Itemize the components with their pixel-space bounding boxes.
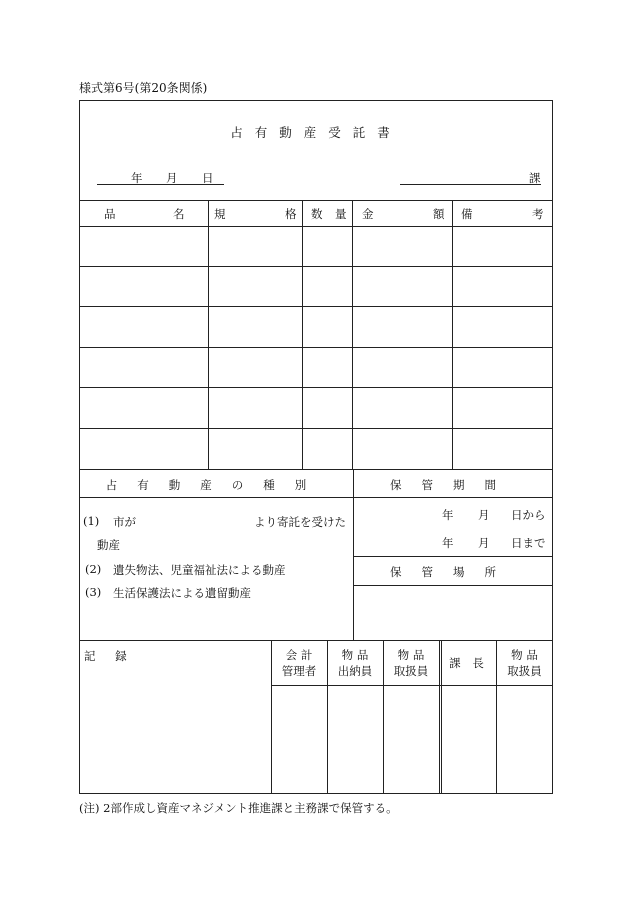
approver-handler-line2: 取扱員 xyxy=(393,664,429,678)
record-label: 記 録 xyxy=(84,649,135,663)
table-col-line xyxy=(352,200,353,469)
table-row-line xyxy=(79,266,553,267)
date-year: 年 xyxy=(131,171,143,185)
header-item-name-1: 品 xyxy=(104,207,116,221)
period-header: 保管期間 xyxy=(390,478,516,492)
form-frame xyxy=(79,100,553,794)
section-underline xyxy=(400,184,541,185)
table-col-line xyxy=(208,200,209,469)
table-row-line xyxy=(79,387,553,388)
category-item3-text: 生活保護法による遺留動産 xyxy=(113,586,251,600)
table-col-line xyxy=(452,200,453,469)
header-qty-1: 数 xyxy=(311,207,323,221)
table-header-line xyxy=(79,226,553,227)
approver-accounting-line1: 会 計 xyxy=(285,648,313,662)
place-header-line xyxy=(353,585,553,586)
category-item1-text-a: 市が xyxy=(113,515,136,529)
category-item2-text: 遺失物法、児童福祉法による動産 xyxy=(113,563,286,577)
approver-cashier-line1: 物 品 xyxy=(341,648,369,662)
period-bottom-line xyxy=(353,556,553,557)
table-col-line xyxy=(302,200,303,469)
category-item1-text-b: より寄託を受けた xyxy=(254,515,346,529)
category-item2-number: (2) xyxy=(85,562,102,576)
approver-handler2-line2: 取扱員 xyxy=(507,664,542,678)
middle-divider xyxy=(353,469,354,640)
storage-place-header: 保管場所 xyxy=(390,565,516,579)
category-header-line xyxy=(79,497,553,498)
middle-bottom-line xyxy=(79,640,553,641)
table-row-line xyxy=(79,306,553,307)
date-day: 日 xyxy=(202,171,214,185)
approver-section-chief: 課 長 xyxy=(449,656,488,670)
approver-accounting-line2: 管理者 xyxy=(281,664,317,678)
approver-handler2-line1: 物 品 xyxy=(511,648,538,662)
period-to-year: 年 xyxy=(442,536,454,550)
period-from-year: 年 xyxy=(442,508,454,522)
header-spec-2: 格 xyxy=(285,207,297,221)
category-item3-number: (3) xyxy=(85,585,102,599)
header-remarks-2: 考 xyxy=(532,207,544,221)
header-item-name-2: 名 xyxy=(173,207,185,221)
category-item1-number: (1) xyxy=(83,514,100,528)
header-spec-1: 規 xyxy=(214,207,226,221)
header-amount-2: 額 xyxy=(433,207,445,221)
approver-col-line xyxy=(439,640,440,794)
table-bottom-line xyxy=(79,469,553,470)
header-remarks-1: 備 xyxy=(461,207,473,221)
table-row-line xyxy=(79,428,553,429)
form-number: 様式第6号(第20条関係) xyxy=(79,81,208,95)
period-from-month: 月 xyxy=(478,508,490,522)
table-row-line xyxy=(79,347,553,348)
approver-handler-line1: 物 品 xyxy=(397,648,425,662)
category-item1-text-c: 動産 xyxy=(97,538,120,552)
footnote: (注) 2部作成し資産マネジメント推進課と主務課で保管する。 xyxy=(79,801,398,815)
period-to-day: 日まで xyxy=(511,536,546,550)
approver-cashier-line2: 出納員 xyxy=(337,664,373,678)
table-top-line xyxy=(79,200,553,201)
period-to-month: 月 xyxy=(478,536,490,550)
date-month: 月 xyxy=(166,171,178,185)
approver-header-line xyxy=(271,685,553,686)
category-header: 占有動産の種別 xyxy=(105,478,327,492)
section-suffix: 課 xyxy=(529,171,541,185)
period-from-day: 日から xyxy=(511,508,546,522)
header-amount-1: 金 xyxy=(362,207,374,221)
form-title: 占有動産受託書 xyxy=(230,125,402,140)
header-qty-2: 量 xyxy=(335,207,347,221)
